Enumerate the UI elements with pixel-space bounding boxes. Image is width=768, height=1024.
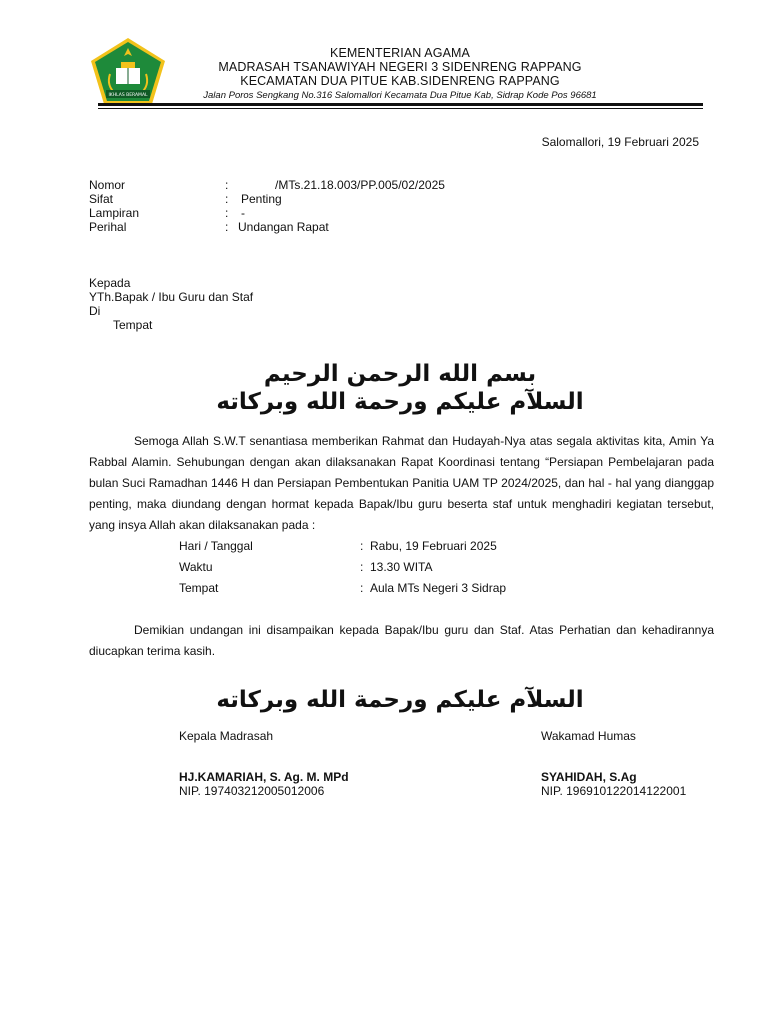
paragraph-1-text: Semoga Allah S.W.T senantiasa memberikan Rahmat dan Hudayah-Nya atas segala aktivitas kita, Amin Ya Rabbal Alamin. Sehubungan dengan akan dilaksanakan Rapat Koordinasi tentang “Persiapan Pembelajaran pada bulan Suci Ramadhan 1446 H dan Persiapan Pembentukan Panitia UAM TP 2024/2025, dan hal - hal yang dianggap penting, maka diundang dengan hormat kepada Bapak/Ibu guru beserta staf untuk menghadiri kegiatan tersebut, yang insya Allah akan dilaksanakan pada :	[89, 434, 714, 532]
meta-value: -	[241, 206, 245, 220]
addressee-recipient: YTh.Bapak / Ibu Guru dan Staf	[89, 290, 254, 304]
school-address: Jalan Poros Sengkang No.316 Salomallori Kecamata Dua Pitue Kab, Sidrap Kode Pos 96681	[203, 90, 597, 101]
meta-colon: :	[225, 192, 229, 206]
signature-name: HJ.KAMARIAH, S. Ag. M. MPd	[179, 770, 349, 784]
meta-value: Penting	[241, 192, 282, 206]
detail-label: Waktu	[179, 560, 213, 574]
letterhead-rule-thin	[98, 108, 703, 109]
meta-label: Sifat	[89, 192, 114, 206]
meta-value: Undangan Rapat	[238, 220, 329, 234]
paragraph-2-text: Demikian undangan ini disampaikan kepada Bapak/Ibu guru dan Staf. Atas Perhatian dan kehadirannya diucapkan terima kasih.	[89, 623, 714, 658]
kemenag-logo	[88, 36, 168, 106]
detail-colon: :	[360, 539, 364, 553]
signature-headmaster	[179, 729, 349, 798]
letterhead-rule-thick	[98, 103, 703, 106]
letterhead	[170, 46, 630, 103]
meta-label: Lampiran	[89, 206, 140, 220]
meta-value: /MTs.21.18.003/PP.005/02/2025	[275, 178, 445, 192]
letter-date: Salomallori, 19 Februari 2025	[541, 135, 699, 149]
ministry-name: KEMENTERIAN AGAMA	[330, 46, 470, 60]
meta-label: Nomor	[89, 178, 126, 192]
meta-colon: :	[225, 178, 229, 192]
detail-value: 13.30 WITA	[370, 560, 433, 574]
detail-label: Hari / Tanggal	[179, 539, 253, 553]
detail-colon: :	[360, 581, 364, 595]
district-name: KECAMATAN DUA PITUE KAB.SIDENRENG RAPPANG	[240, 74, 560, 88]
meta-label: Perihal	[89, 220, 127, 234]
detail-value: Aula MTs Negeri 3 Sidrap	[370, 581, 507, 595]
body-paragraph-1	[89, 431, 714, 536]
school-name: MADRASAH TSANAWIYAH NEGERI 3 SIDENRENG RAPPANG	[218, 60, 582, 74]
signature-nip: NIP. 197403212005012006	[179, 784, 325, 798]
detail-value: Rabu, 19 Februari 2025	[370, 539, 497, 553]
basmalah: بسم الله الرحمن الرحيم	[263, 361, 537, 387]
signature-nip: NIP. 196910122014122001	[541, 784, 687, 798]
addressee-block	[89, 276, 253, 332]
detail-label: Tempat	[179, 581, 219, 595]
signature-vice-head	[541, 729, 686, 798]
signature-role: Kepala Madrasah	[179, 729, 274, 743]
meta-colon: :	[225, 206, 229, 220]
detail-colon: :	[360, 560, 364, 574]
signature-name: SYAHIDAH, S.Ag	[541, 770, 637, 784]
meta-colon: :	[225, 220, 229, 234]
addressee-di: Di	[89, 304, 101, 318]
body-paragraph-2	[89, 620, 714, 662]
salam-opening: السلآم عليكم ورحمة الله وبركاته	[216, 389, 584, 415]
salam-closing: السلآم عليكم ورحمة الله وبركاته	[216, 687, 584, 713]
addressee-kepada: Kepada	[89, 276, 131, 290]
signature-role: Wakamad Humas	[541, 729, 636, 743]
addressee-tempat: Tempat	[113, 318, 153, 332]
logo-motto: IKHLAS BERAMAL	[108, 93, 148, 98]
